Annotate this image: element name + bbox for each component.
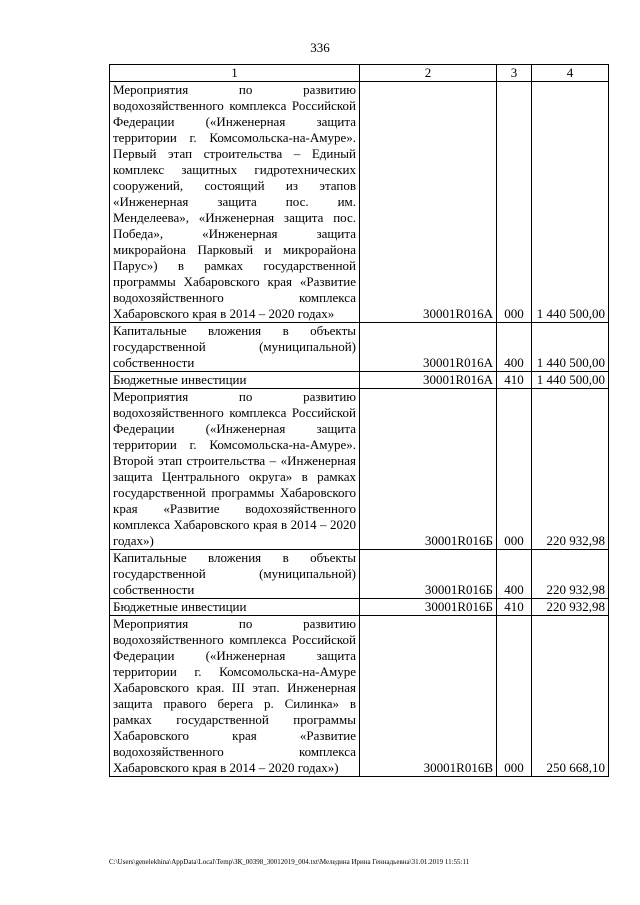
- row-name-cell: [110, 372, 360, 389]
- table-row: [110, 323, 609, 372]
- row-type-cell: 000: [497, 616, 532, 777]
- row-code-cell: 30001R016В: [360, 616, 497, 777]
- row-code-cell: 30001R016Б: [360, 550, 497, 599]
- row-code-cell: 30001R016А: [360, 323, 497, 372]
- row-type-cell: 410: [497, 599, 532, 616]
- row-amount-cell: 1 440 500,00: [532, 372, 609, 389]
- row-name-cell: [110, 389, 360, 550]
- table-row: [110, 616, 609, 777]
- row-name-text: Мероприятия по развитию водохозяйственного комплекса Российской Федерации («Инженерная защита территории г. Комсомольска-на-Амуре». Второй этап строительства – «Инженерная защита Центрального округа» в рамках государственной программы Хабаровского края «Развитие водохозяйственного комплекса Хабаровского края в 2014 – 2020 годах»): [113, 389, 356, 548]
- column-header-type: 3: [497, 65, 532, 82]
- row-name-text: Бюджетные инвестиции: [113, 372, 247, 387]
- table-row: [110, 82, 609, 323]
- row-name-cell: [110, 323, 360, 372]
- page-number: 336: [310, 40, 330, 55]
- row-code-cell: 30001R016А: [360, 82, 497, 323]
- row-name-text: Мероприятия по развитию водохозяйственного комплекса Российской Федерации («Инженерная защита территории г. Комсомольска-на-Амуре Хабаровского края. III этап. Инженерная защита правого берега р. Силинка» в рамках государственной программы Хабаровского края «Развитие водохозяйственного комплекса Хабаровского края в 2014 – 2020 годах»): [113, 616, 356, 775]
- row-name-text: Мероприятия по развитию водохозяйственного комплекса Российской Федерации («Инженерная защита территории г. Комсомольска-на-Амуре». Первый этап строительства – Единый комплекс защитных гидротехнических сооружений, состоящий из этапов «Инженерная защита пос. им. Менделеева», «Инженерная защита пос. Победа», «Инженерная защита микрорайона Парковый и микрорайона Парус») в рамках государственной программы Хабаровского края «Развитие водохозяйственного комплекса Хабаровского края в 2014 – 2020 годах»: [113, 82, 356, 321]
- row-name-cell: [110, 550, 360, 599]
- row-amount-cell: 250 668,10: [532, 616, 609, 777]
- table-row: [110, 389, 609, 550]
- column-header-amount: 4: [532, 65, 609, 82]
- row-type-cell: 000: [497, 389, 532, 550]
- row-code-cell: 30001R016Б: [360, 389, 497, 550]
- footer-file-path: C:\Users\genelekhina\AppData\Local\Temp\ЗК_00398_30012019_004.txt\Меледина Ирина Геннадьевна\31.01.2019 11:55:11: [109, 858, 470, 866]
- row-amount-cell: 220 932,98: [532, 599, 609, 616]
- row-name-cell: [110, 599, 360, 616]
- row-name-cell: [110, 616, 360, 777]
- table-row: [110, 550, 609, 599]
- row-type-cell: 410: [497, 372, 532, 389]
- row-amount-cell: 220 932,98: [532, 550, 609, 599]
- table-header-row: [110, 65, 609, 82]
- row-amount-cell: 220 932,98: [532, 389, 609, 550]
- row-type-cell: 400: [497, 550, 532, 599]
- budget-table: [109, 64, 609, 777]
- row-name-text: Капитальные вложения в объекты государственной (муниципальной) собственности: [113, 323, 356, 370]
- row-amount-cell: 1 440 500,00: [532, 82, 609, 323]
- row-name-text: Бюджетные инвестиции: [113, 599, 247, 614]
- row-name-cell: [110, 82, 360, 323]
- row-code-cell: 30001R016А: [360, 372, 497, 389]
- row-type-cell: 000: [497, 82, 532, 323]
- table-row: [110, 372, 609, 389]
- row-type-cell: 400: [497, 323, 532, 372]
- row-amount-cell: 1 440 500,00: [532, 323, 609, 372]
- table-row: [110, 599, 609, 616]
- column-header-code: 2: [360, 65, 497, 82]
- column-header-name: 1: [110, 65, 360, 82]
- row-code-cell: 30001R016Б: [360, 599, 497, 616]
- row-name-text: Капитальные вложения в объекты государственной (муниципальной) собственности: [113, 550, 356, 597]
